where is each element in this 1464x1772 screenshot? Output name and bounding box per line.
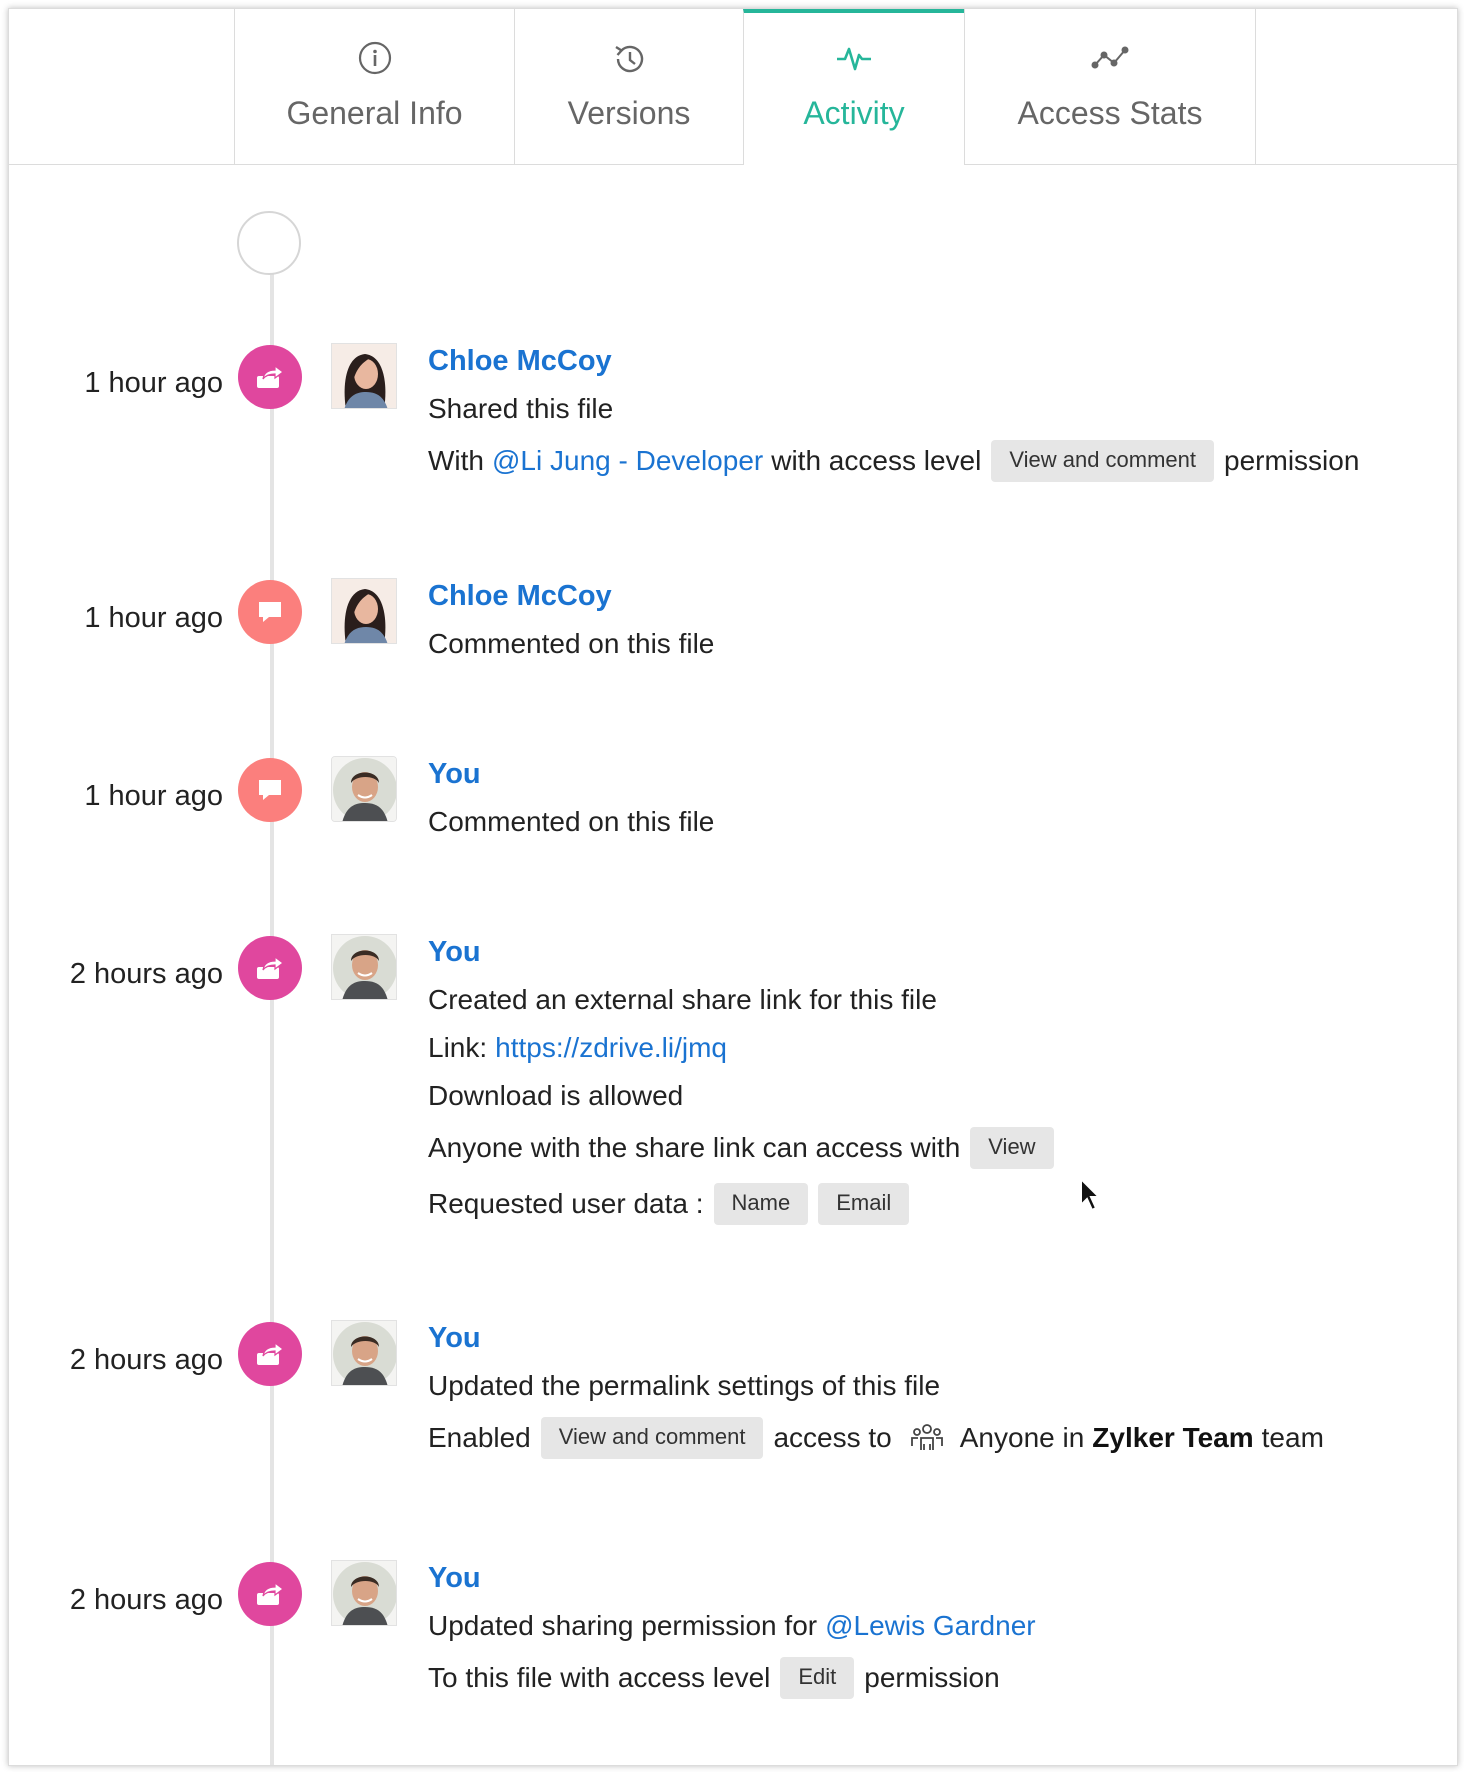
user-name-link[interactable]: You <box>428 936 481 968</box>
tab-label: General Info <box>286 95 463 131</box>
user-name-link[interactable]: Chloe McCoy <box>428 580 612 612</box>
timeline-line <box>270 274 274 1766</box>
link-label: Link: <box>428 1032 488 1063</box>
tab-access-stats[interactable] <box>964 9 1256 164</box>
anyone-in-text: Anyone in <box>959 1422 1085 1453</box>
entry-time: 2 hours ago <box>69 958 223 990</box>
permission-chip: View and comment <box>541 1417 764 1459</box>
entry-content <box>428 1562 1036 1699</box>
entry-content <box>428 345 1359 482</box>
entry-time: 1 hour ago <box>84 367 223 399</box>
avatar <box>331 934 397 1000</box>
team-suffix: team <box>1261 1422 1324 1453</box>
access-line <box>428 1127 1064 1169</box>
avatar <box>331 756 397 822</box>
timeline-start-marker <box>237 211 301 275</box>
entry-time: 1 hour ago <box>84 780 223 812</box>
info-icon <box>235 41 514 81</box>
permission-chip: Edit <box>780 1657 854 1699</box>
share-icon <box>238 345 302 409</box>
requested-data-line <box>428 1183 1064 1225</box>
share-icon <box>238 1322 302 1386</box>
user-name-link[interactable]: You <box>428 1562 481 1594</box>
permission-chip: View and comment <box>991 440 1214 482</box>
team-icon <box>910 1422 944 1454</box>
access-to-text: access to <box>773 1422 892 1453</box>
permission-detail <box>428 1657 1036 1699</box>
requested-chip: Email <box>818 1183 909 1225</box>
download-status: Download is allowed <box>428 1080 684 1111</box>
entry-action: Updated the permalink settings of this file <box>428 1370 941 1401</box>
tab-activity[interactable] <box>743 9 964 165</box>
share-icon <box>238 936 302 1000</box>
detail-text: To this file with access level <box>428 1662 771 1693</box>
tab-label: Versions <box>567 95 691 131</box>
tab-label: Activity <box>803 95 905 131</box>
detail-text: permission <box>1224 445 1360 476</box>
requested-label: Requested user data : <box>428 1188 704 1219</box>
detail-text: permission <box>864 1662 1000 1693</box>
stats-icon <box>965 41 1255 81</box>
avatar <box>331 578 397 644</box>
access-text: Anyone with the share link can access with <box>428 1132 961 1163</box>
link-line <box>428 1031 1064 1065</box>
entry-time: 2 hours ago <box>69 1584 223 1616</box>
share-icon <box>238 1562 302 1626</box>
user-name-link[interactable]: Chloe McCoy <box>428 345 612 377</box>
activity-panel <box>8 8 1458 1766</box>
entry-action: Commented on this file <box>428 806 715 837</box>
tab-versions[interactable] <box>514 9 743 164</box>
mouse-cursor-icon <box>1079 1177 1103 1218</box>
tab-general-info[interactable] <box>234 9 514 164</box>
user-name-link[interactable]: You <box>428 1322 481 1354</box>
avatar <box>331 1320 397 1386</box>
avatar <box>331 343 397 409</box>
requested-chip: Name <box>714 1183 809 1225</box>
mention-link[interactable]: @Lewis Gardner <box>825 1610 1036 1641</box>
entry-action-line <box>428 1609 1036 1643</box>
entry-detail <box>428 440 1359 482</box>
entry-action: Updated sharing permission for <box>428 1610 818 1641</box>
entry-action: Shared this file <box>428 393 614 424</box>
entry-content <box>428 758 714 839</box>
mention-link[interactable]: @Li Jung - Developer <box>492 445 764 476</box>
entry-action: Created an external share link for this file <box>428 984 937 1015</box>
pulse-icon <box>744 41 964 81</box>
entry-content <box>428 1322 1324 1459</box>
detail-text: With <box>428 445 484 476</box>
tab-label: Access Stats <box>1017 95 1203 131</box>
entry-content <box>428 936 1064 1225</box>
detail-text: with access level <box>771 445 982 476</box>
comment-icon <box>238 580 302 644</box>
entry-time: 2 hours ago <box>69 1344 223 1376</box>
entry-action: Commented on this file <box>428 628 715 659</box>
permission-chip: View <box>970 1127 1053 1169</box>
entry-time: 1 hour ago <box>84 602 223 634</box>
history-icon <box>515 41 743 81</box>
team-name: Zylker Team <box>1092 1422 1254 1453</box>
permalink-detail <box>428 1417 1324 1459</box>
entry-content <box>428 580 714 661</box>
comment-icon <box>238 758 302 822</box>
share-link[interactable]: https://zdrive.li/jmq <box>495 1032 728 1063</box>
user-name-link[interactable]: You <box>428 758 481 790</box>
tab-bar <box>9 9 1457 165</box>
enabled-text: Enabled <box>428 1422 531 1453</box>
avatar <box>331 1560 397 1626</box>
